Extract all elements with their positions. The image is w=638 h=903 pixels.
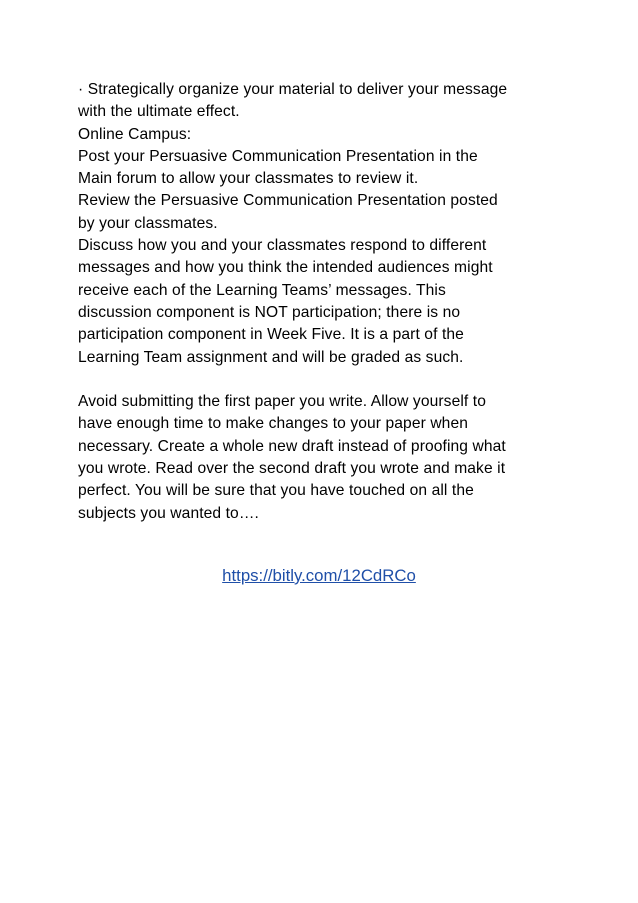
text-line: Learning Team assignment and will be graded as such. bbox=[78, 348, 464, 366]
body-text bbox=[78, 79, 578, 525]
text-line: have enough time to make changes to your paper when bbox=[78, 415, 468, 433]
text-line: necessary. Create a whole new draft instead of proofing what bbox=[78, 437, 506, 455]
text-line: Avoid submitting the first paper you write. Allow yourself to bbox=[78, 393, 486, 411]
text-line: Online Campus: bbox=[78, 125, 192, 143]
link-container bbox=[0, 566, 638, 586]
text-line: Main forum to allow your classmates to review it. bbox=[78, 170, 419, 188]
text-line: perfect. You will be sure that you have touched on all the bbox=[78, 482, 474, 500]
text-line: Discuss how you and your classmates respond to different bbox=[78, 237, 487, 255]
text-line: Post your Persuasive Communication Presentation in the bbox=[78, 147, 478, 165]
text-line: Review the Persuasive Communication Presentation posted bbox=[78, 192, 498, 210]
paragraph-spacer bbox=[78, 369, 578, 391]
text-line: participation component in Week Five. It is a part of the bbox=[78, 326, 464, 344]
text-line: receive each of the Learning Teams’ messages. This bbox=[78, 281, 446, 299]
text-line: with the ultimate effect. bbox=[78, 103, 240, 121]
text-line: you wrote. Read over the second draft you wrote and make it bbox=[78, 460, 506, 478]
text-line: discussion component is NOT participation; there is no bbox=[78, 303, 461, 321]
text-line: subjects you wanted to…. bbox=[78, 504, 259, 522]
text-line: messages and how you think the intended audiences might bbox=[78, 259, 493, 277]
text-line: by your classmates. bbox=[78, 214, 218, 232]
bitly-link[interactable]: https://bitly.com/12CdRCo bbox=[222, 566, 416, 585]
text-line: · Strategically organize your material to deliver your message bbox=[78, 81, 508, 98]
